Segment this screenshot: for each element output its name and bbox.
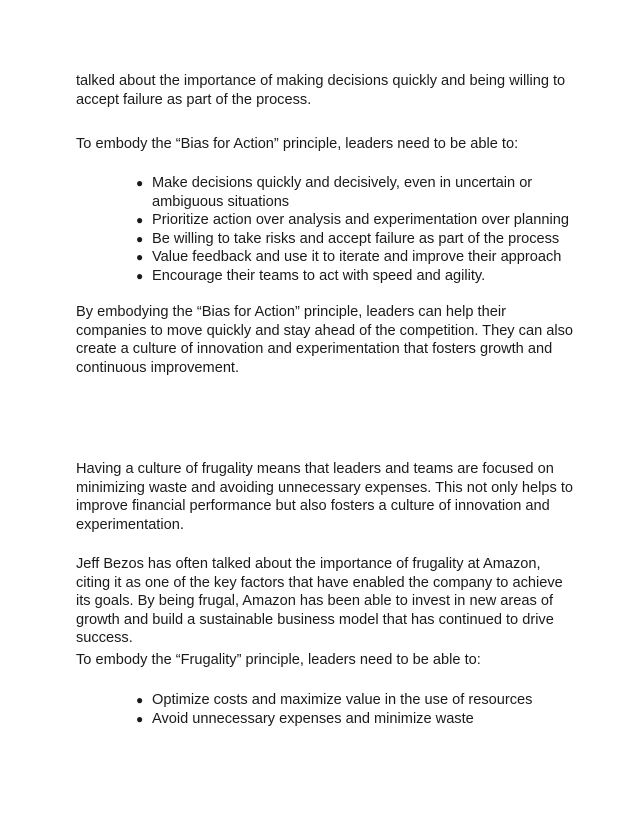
list-item xyxy=(136,248,576,267)
bullet-icon: ● xyxy=(136,693,144,707)
paragraph-bias-embody-lead: To embody the “Bias for Action” principle, leaders need to be able to: xyxy=(76,136,519,152)
list-item xyxy=(136,691,576,710)
list-item xyxy=(136,267,576,286)
bullet-icon: ● xyxy=(136,231,144,246)
list-item-text: Avoid unnecessary expenses and minimize waste xyxy=(152,710,474,727)
paragraph-frugality-bezos: Jeff Bezos has often talked about the importance of frugality at Amazon, citing it as one of the key factors that have enabled the company to achieve its goals. By being frugal, Amazon has been able to invest in new areas of growth and build a sustainable business model that has continued to drive success. xyxy=(76,556,563,646)
bullet-icon: ● xyxy=(136,176,144,190)
list-item-text: Be willing to take risks and accept failure as part of the process xyxy=(152,230,560,247)
list-item-text: Prioritize action over analysis and experimentation over planning xyxy=(152,212,569,228)
frugality-list xyxy=(136,691,576,728)
bullet-icon: ● xyxy=(136,213,144,227)
list-item-text: Value feedback and use it to iterate and improve their approach xyxy=(152,249,562,265)
list-item xyxy=(136,230,576,249)
list-item xyxy=(136,211,576,230)
bullet-icon: ● xyxy=(136,711,144,726)
list-item xyxy=(136,174,576,211)
paragraph-bias-intro-continued: talked about the importance of making decisions quickly and being willing to accept failure as part of the process. xyxy=(76,73,566,108)
list-item-text: Make decisions quickly and decisively, even in uncertain or ambiguous situations xyxy=(152,175,533,210)
paragraph-bias-conclusion: By embodying the “Bias for Action” principle, leaders can help their companies to move quickly and stay ahead of the competition. They can also create a culture of innovation and experimentation that fosters growth and continuous improvement. xyxy=(76,304,574,376)
list-item-text: Encourage their teams to act with speed and agility. xyxy=(152,267,486,284)
bullet-icon: ● xyxy=(136,250,144,264)
bias-for-action-list xyxy=(136,174,576,285)
paragraph-frugality-culture: Having a culture of frugality means that leaders and teams are focused on minimizing waste and avoiding unnecessary expenses. This not only helps to improve financial performance but also fosters a culture of innovation and experimentation. xyxy=(76,461,574,533)
list-item-text: Optimize costs and maximize value in the use of resources xyxy=(152,692,533,708)
list-item xyxy=(136,710,576,729)
paragraph-frugality-embody-lead: To embody the “Frugality” principle, leaders need to be able to: xyxy=(76,652,481,668)
bullet-icon: ● xyxy=(136,268,144,283)
